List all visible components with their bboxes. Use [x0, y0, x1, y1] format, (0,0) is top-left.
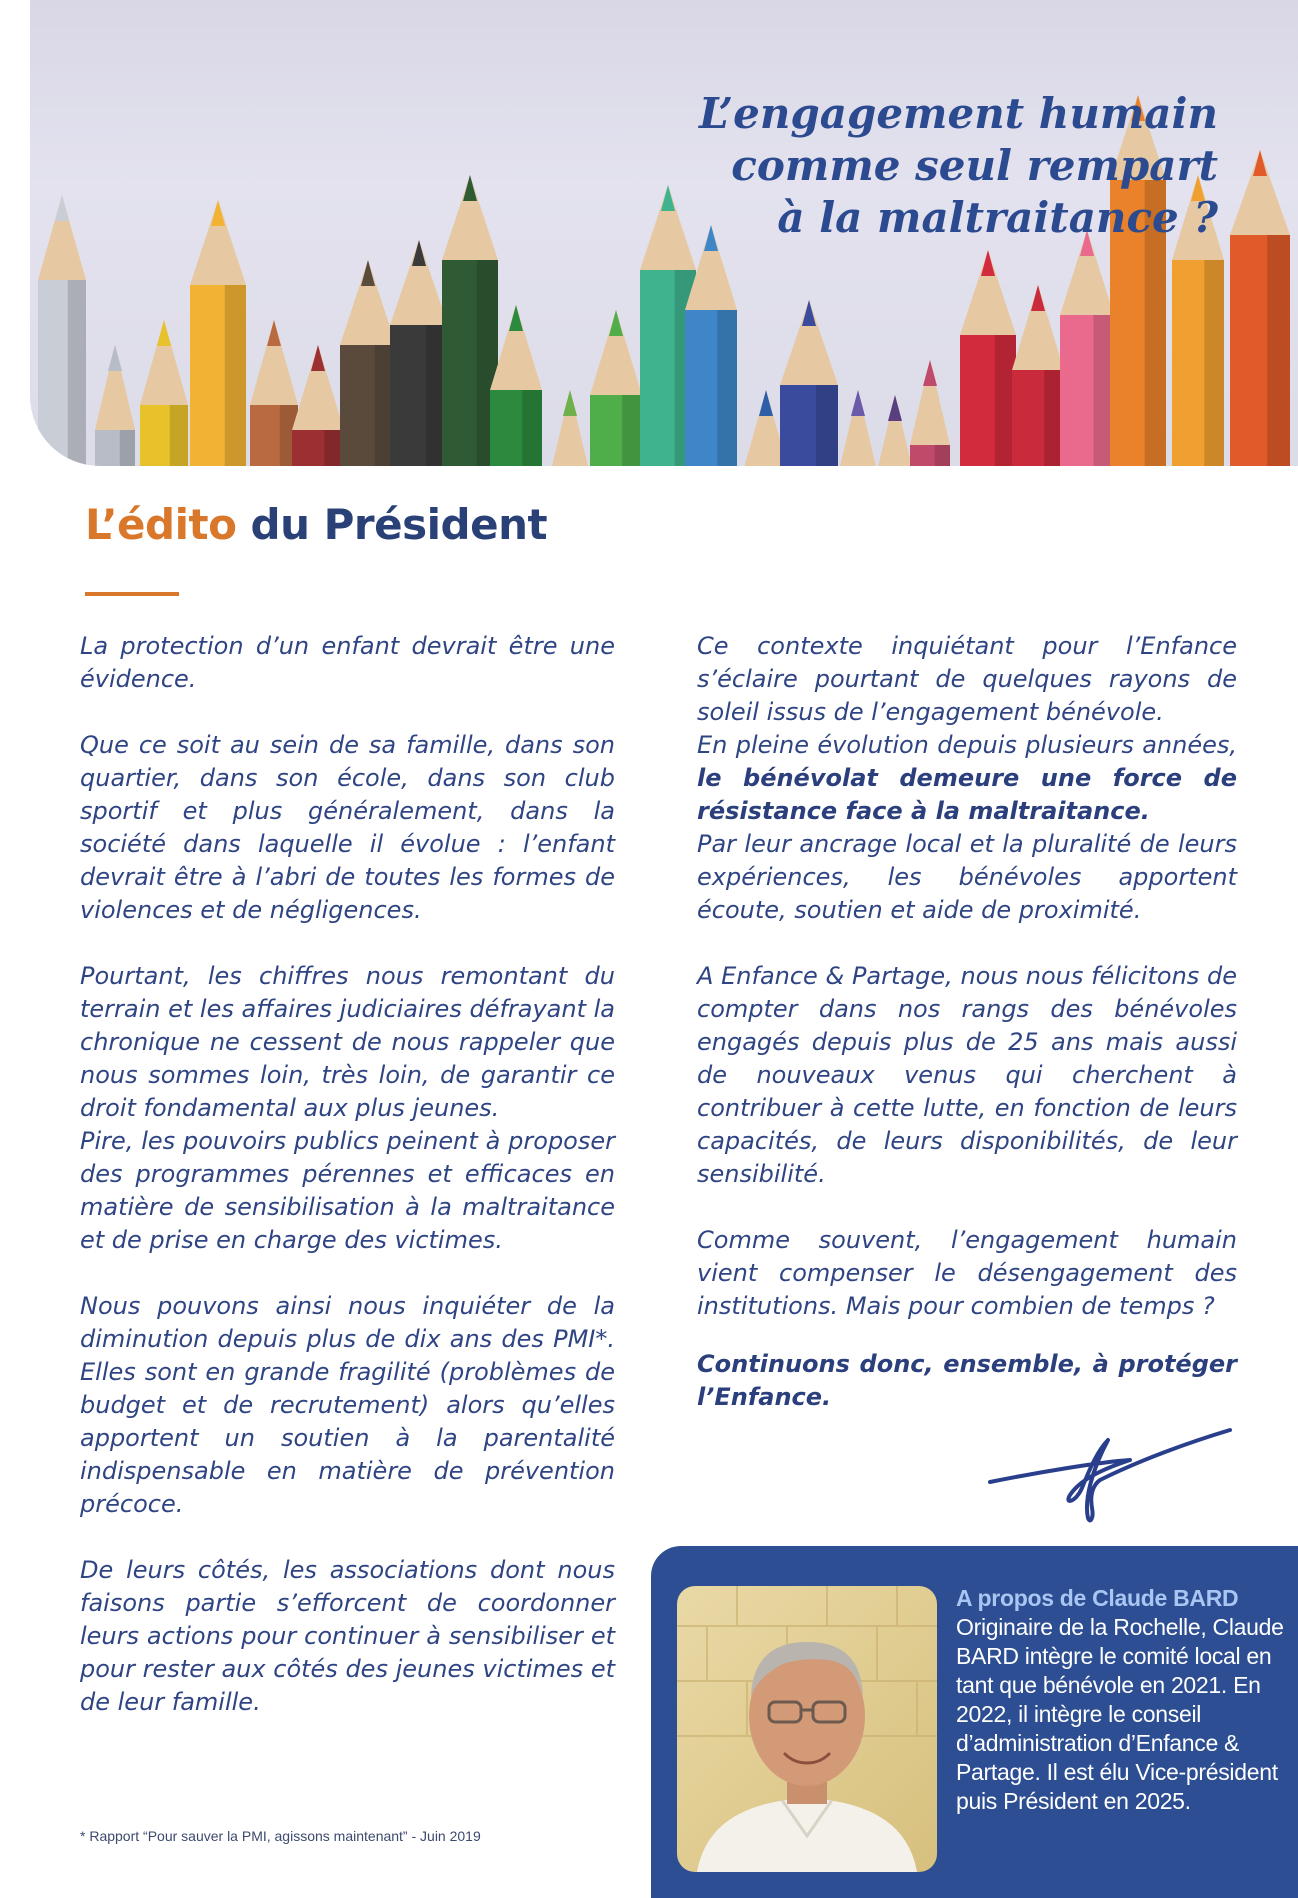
pencils-banner	[30, 0, 1298, 466]
page-title-edito: L’édito	[85, 500, 237, 549]
banner-title	[698, 88, 1218, 244]
pencil	[1012, 285, 1064, 466]
right-paragraph-2	[697, 729, 1237, 828]
about-text	[956, 1584, 1286, 1816]
right-paragraph-3: Par leur ancrage local et la pluralité de leurs expériences, les bénévoles apportent écoute, soutien et aide de proximité.	[697, 830, 1237, 924]
right-paragraph-2-bold: le bénévolat demeure une force de résistance face à la maltraitance.	[697, 764, 1237, 825]
right-paragraph-4: A Enfance & Partage, nous nous félicitons de compter dans nos rangs des bénévoles engagés depuis plus de 25 ans mais aussi de nouveaux venus qui cherchent à contribuer à cette lutte, en fonction de leurs capacités, de leurs disponibilités, de leur sensibilité.	[697, 962, 1237, 1188]
pencil	[390, 240, 448, 466]
pencil	[550, 390, 590, 466]
heading-underline	[85, 592, 179, 596]
left-paragraph-6: De leurs côtés, les associations dont nous faisons partie s’efforcent de coordonner leurs actions pour continuer à sensibiliser et pour rester aux côtés des jeunes victimes et de leur famille.	[80, 1556, 615, 1716]
pencil	[1230, 150, 1290, 466]
left-paragraph-4: Pire, les pouvoirs publics peinent à proposer des programmes pérennes et efficaces en matière de sensibilisation à la maltraitance et de prise en charge des victimes.	[80, 1127, 615, 1254]
portrait-photo	[677, 1586, 937, 1872]
pencil	[190, 200, 246, 466]
right-paragraph-2-text: En pleine évolution depuis plusieurs années,	[697, 731, 1237, 759]
pencil	[140, 320, 188, 466]
banner-title-line-3: à la maltraitance ?	[777, 193, 1218, 242]
closing-call-to-action: Continuons donc, ensemble, à protéger l’Enfance.	[697, 1350, 1237, 1411]
about-title: A propos de Claude BARD	[956, 1585, 1239, 1611]
pencil	[250, 320, 298, 466]
pencil	[1060, 230, 1114, 466]
pencil	[875, 395, 915, 466]
about-body: Originaire de la Rochelle, Claude BARD intègre le comité local en tant que bénévole en 2021. En 2022, il intègre le conseil d’administration d’Enfance & Partage. Il est élu Vice-président puis Président en 2025.	[956, 1614, 1284, 1814]
banner-title-line-2: comme seul rempart	[731, 141, 1218, 190]
banner-title-line-1: L’engagement humain	[699, 89, 1218, 138]
pencil	[38, 195, 86, 466]
president-signature	[980, 1410, 1240, 1530]
pencil	[292, 345, 344, 466]
right-paragraph-5: Comme souvent, l’engagement humain vient compenser le désengagement des institutions. Mais pour combien de temps ?	[697, 1226, 1237, 1320]
pencil	[590, 310, 642, 466]
pencil	[838, 390, 878, 466]
right-paragraph-6	[697, 1348, 1237, 1414]
right-column	[697, 630, 1237, 1447]
page-title	[85, 500, 547, 549]
left-column	[80, 630, 615, 1752]
pencil	[780, 300, 838, 466]
pencil	[960, 250, 1016, 466]
pencil	[910, 360, 950, 466]
about-box	[651, 1546, 1298, 1898]
left-paragraph-2: Que ce soit au sein de sa famille, dans son quartier, dans son école, dans son club sportif et plus généralement, dans la société dans laquelle il évolue : l’enfant devrait être à l’abri de toutes les formes de violences et de négligences.	[80, 731, 615, 924]
footnote: * Rapport “Pour sauver la PMI, agissons maintenant” - Juin 2019	[80, 1828, 481, 1844]
left-paragraph-1: La protection d’un enfant devrait être une évidence.	[80, 632, 615, 693]
pencil	[442, 175, 498, 466]
pencil	[95, 345, 135, 466]
left-paragraph-5: Nous pouvons ainsi nous inquiéter de la diminution depuis plus de dix ans des PMI*. Elles sont en grande fragilité (problèmes de budget et de recrutement) alors qu’elles apportent un soutien à la parentalité indispensable en matière de prévention précoce.	[80, 1292, 615, 1518]
right-paragraph-1: Ce contexte inquiétant pour l’Enfance s’éclaire pourtant de quelques rayons de soleil issus de l’engagement bénévole.	[697, 632, 1237, 726]
page-title-president: du Président	[236, 500, 548, 549]
left-paragraph-3: Pourtant, les chiffres nous remontant du terrain et les affaires judiciaires défrayant la chronique ne cessent de nous rappeler que nous sommes loin, très loin, de garantir ce droit fondamental aux plus jeunes.	[80, 962, 616, 1122]
pencil	[340, 260, 396, 466]
